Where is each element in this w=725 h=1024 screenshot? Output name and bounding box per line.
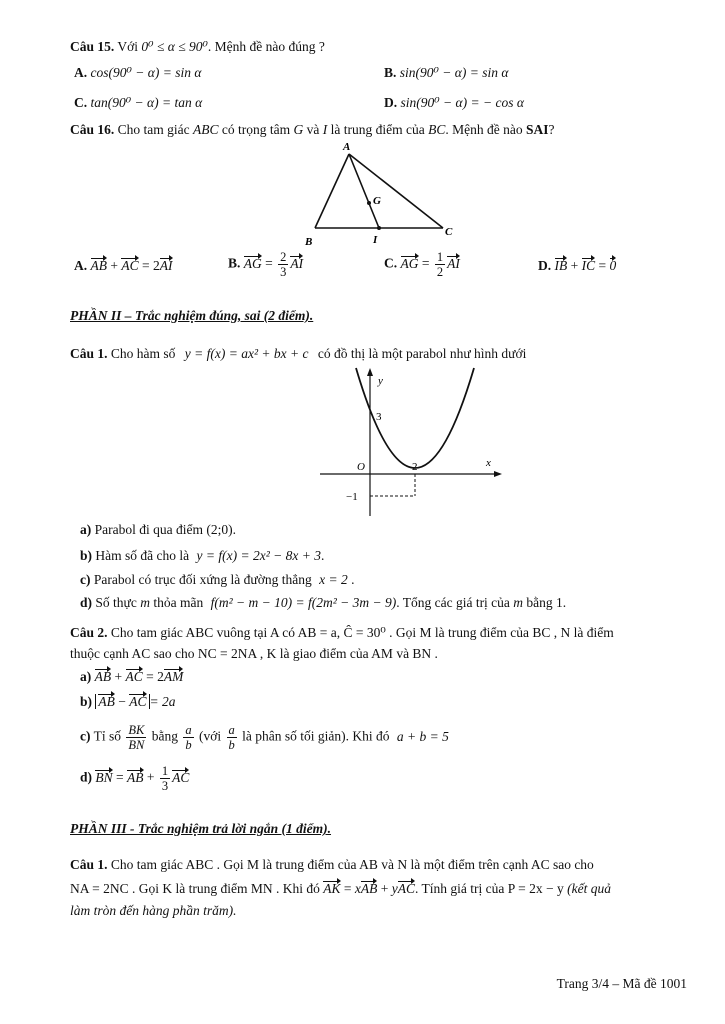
p2q1-d-formula: f(m² − m − 10) = f(2m² − 3m − 9) xyxy=(210,595,397,610)
p2q1-stem xyxy=(70,345,526,363)
p2q1-c-text: Parabol có trục đối xứng là đường thẳng xyxy=(93,572,312,587)
q15-label: Câu 15. xyxy=(70,39,115,54)
p2q2-b-rhs: = 2a xyxy=(149,694,176,709)
graph-origin: O xyxy=(357,461,365,473)
q15-a-label: A. xyxy=(74,65,88,80)
p3q1-line2: NA = 2NC . Gọi K là trung điểm MN . Khi đó AK = xAB + yAC. Tính giá trị của P = 2x − y (kết quả xyxy=(70,881,611,896)
p2q1-b-formula: y = f(x) = 2x² − 8x + 3 xyxy=(196,548,321,563)
q16-option-b: B. AG = $\frac{2}{3}$ AI xyxy=(228,250,304,279)
part2-title: PHẦN II – Trắc nghiệm đúng, sai (2 điểm). xyxy=(70,308,314,323)
q15-option-d xyxy=(384,94,524,112)
q16-text-6: ? xyxy=(548,122,555,137)
p2q1-d: d) Số thực m thỏa mãn f(m² − m − 10) = f(2m² − 3m − 9). Tổng các giá trị của m bằng 1. xyxy=(80,595,567,610)
q15-c-text: tan(90⁰ − α) = tan α xyxy=(90,95,203,110)
p3q1-label: Câu 1. xyxy=(70,857,108,872)
p3q1-line1 xyxy=(70,856,594,874)
p2q1-d-m: m xyxy=(140,595,150,610)
q16-text-5: . Mệnh đề nào xyxy=(445,122,523,137)
q15-condition: 0⁰ ≤ α ≤ 90⁰ xyxy=(141,39,208,54)
p2q2-line2: thuộc cạnh AC sao cho NC = 2NA , K là giao điểm của AM và BN . xyxy=(70,646,438,661)
p2q1-b-text: Hàm số đã cho là xyxy=(95,548,190,563)
q16-text-4: là trung điểm của xyxy=(330,122,425,137)
p2q2-c-text-1: Tỉ số xyxy=(93,728,122,744)
p2q1-label: Câu 1. xyxy=(70,346,108,361)
q15-option-a xyxy=(74,64,201,82)
y-axis-arrow xyxy=(367,368,373,376)
point-g xyxy=(367,201,371,205)
p3q1-line3: làm tròn đến hàng phần trăm). xyxy=(70,903,237,918)
p2q1-formula: y = f(x) = ax² + bx + c xyxy=(184,346,309,361)
p2q1-b-label: b) xyxy=(80,548,93,563)
x-axis-arrow xyxy=(494,471,502,477)
q16-g: G xyxy=(293,122,304,137)
label-i: I xyxy=(373,234,378,246)
p2q2-a: a) AB + AC = 2AM xyxy=(80,669,184,684)
label-g: G xyxy=(373,195,381,207)
p2q1-b: b) Hàm số đã cho là y = f(x) = 2x² − 8x + 3. xyxy=(80,548,325,563)
p2q1-text-2: có đồ thị là một parabol như hình dưới xyxy=(317,346,527,361)
p2q1-d-text-2: thỏa mãn xyxy=(153,595,204,610)
graph-tick-3: 3 xyxy=(376,411,382,423)
q16-option-a: A. AB + AC = 2AI xyxy=(74,258,173,273)
q15-d-text: sin(90⁰ − α) = − cos α xyxy=(400,95,524,110)
label-c: C xyxy=(445,226,453,238)
p2q1-d-text-1: Số thực xyxy=(95,595,137,610)
q16-text-3: và xyxy=(306,122,320,137)
part3-title: PHẦN III - Trắc nghiệm trả lời ngắn (1 điểm). xyxy=(70,821,332,836)
parabola-curve xyxy=(356,368,474,468)
graph-y-label: y xyxy=(378,375,383,387)
graph-x-label: x xyxy=(486,457,491,469)
label-a: A xyxy=(343,141,351,153)
q16-b-label: B. xyxy=(228,255,241,271)
q15-question: . Mệnh đề nào đúng ? xyxy=(207,39,325,54)
p2q1-d-text-4: bằng xyxy=(526,595,553,610)
p2q1-c-formula: x = 2 xyxy=(319,572,348,587)
p2q2-a-label: a) xyxy=(80,669,92,684)
p2q1-d-label: d) xyxy=(80,595,93,610)
p2q2-c-text-2: bằng xyxy=(151,728,179,744)
p2q1-text-1: Cho hàm số xyxy=(110,346,176,361)
q16-text-2: có trọng tâm xyxy=(221,122,291,137)
graph-tick-minus1: −1 xyxy=(346,491,358,503)
q16-c-label: C. xyxy=(384,255,398,271)
q15-stem-text: Với xyxy=(117,39,139,54)
q15-b-text: sin(90⁰ − α) = sin α xyxy=(399,65,509,80)
p3q1-line2-a: NA = 2NC . Gọi K là trung điểm MN . Khi đó xyxy=(70,881,320,896)
side-ac xyxy=(349,154,443,228)
p2q1-a-text: Parabol đi qua điểm (2;0). xyxy=(94,522,236,537)
p2q1-a-label: a) xyxy=(80,522,92,537)
q16-text-1: Cho tam giác xyxy=(117,122,190,137)
q16-d-label: D. xyxy=(538,258,552,273)
p2q2-b-label: b) xyxy=(80,694,93,709)
p2q2-d-label: d) xyxy=(80,769,93,785)
p2q1-a xyxy=(80,521,236,539)
p2q2-c: c) Tỉ số $\frac{BK}{BN}$ bằng $\frac{a}{b}$ (với $\frac{a}{b}$ là phân số tối giản). Khi đó a + b = 5 xyxy=(80,723,449,752)
triangle-figure xyxy=(295,138,465,250)
q15-option-c xyxy=(74,94,202,112)
q16-abc: ABC xyxy=(193,122,219,137)
q15-c-label: C. xyxy=(74,95,88,110)
q15-option-b xyxy=(384,64,508,82)
p2q2-c-text-4: là phân số tối giản). Khi đó xyxy=(242,728,390,744)
p2q2-label: Câu 2. xyxy=(70,625,108,640)
q15-b-label: B. xyxy=(384,65,397,80)
p2q2-b: b) AB − AC = 2a xyxy=(80,694,176,709)
graph-tick-2: 2 xyxy=(412,461,418,473)
side-ab xyxy=(315,154,349,228)
q15-stem xyxy=(70,38,325,56)
p2q1-d-m-2: m xyxy=(513,595,524,610)
p3q1-line2-b: . Tính giá trị của P = 2x − y xyxy=(415,881,564,896)
q16-stem xyxy=(70,121,554,139)
p2q2-c-label: c) xyxy=(80,728,91,744)
label-b: B xyxy=(305,236,313,248)
point-i xyxy=(377,226,381,230)
q16-sai: SAI xyxy=(525,122,549,137)
p2q1-d-text-3: . Tổng các giá trị của xyxy=(396,595,510,610)
p3q1-line1-text: Cho tam giác ABC . Gọi M là trung điểm của AB và N là một điểm trên cạnh AC sao cho xyxy=(110,857,594,872)
q16-bc: BC xyxy=(428,122,446,137)
q16-i: I xyxy=(322,122,328,137)
q16-option-d: D. IB + IC = 0 xyxy=(538,258,617,273)
p2q2-c-formula: a + b = 5 xyxy=(396,728,449,744)
q15-a-text: cos(90⁰ − α) = sin α xyxy=(90,65,202,80)
q16-a-label: A. xyxy=(74,258,88,273)
p2q1-c-label: c) xyxy=(80,572,91,587)
p2q2-d: d) BN = AB + $\frac{1}{3}$ AC xyxy=(80,764,190,793)
p2q1-d-value: 1 xyxy=(556,595,563,610)
q16-label: Câu 16. xyxy=(70,122,115,137)
page-footer: Trang 3/4 – Mã đề 1001 xyxy=(556,976,687,991)
p2q2-c-text-3: (với xyxy=(199,728,222,744)
p2q1-c: c) Parabol có trục đối xứng là đường thẳng x = 2 . xyxy=(80,572,355,587)
q16-option-c: C. AG = $\frac{1}{2}$ AI xyxy=(384,250,460,279)
p3q1-line2-c: (kết quả xyxy=(567,881,611,896)
q15-d-label: D. xyxy=(384,95,398,110)
parabol-graph xyxy=(310,366,510,518)
p2q2-line1-text: Cho tam giác ABC vuông tại A có AB = a, Ĉ = 30⁰ . Gọi M là trung điểm của BC , N là điểm xyxy=(110,625,614,640)
p2q2-line1 xyxy=(70,624,614,642)
